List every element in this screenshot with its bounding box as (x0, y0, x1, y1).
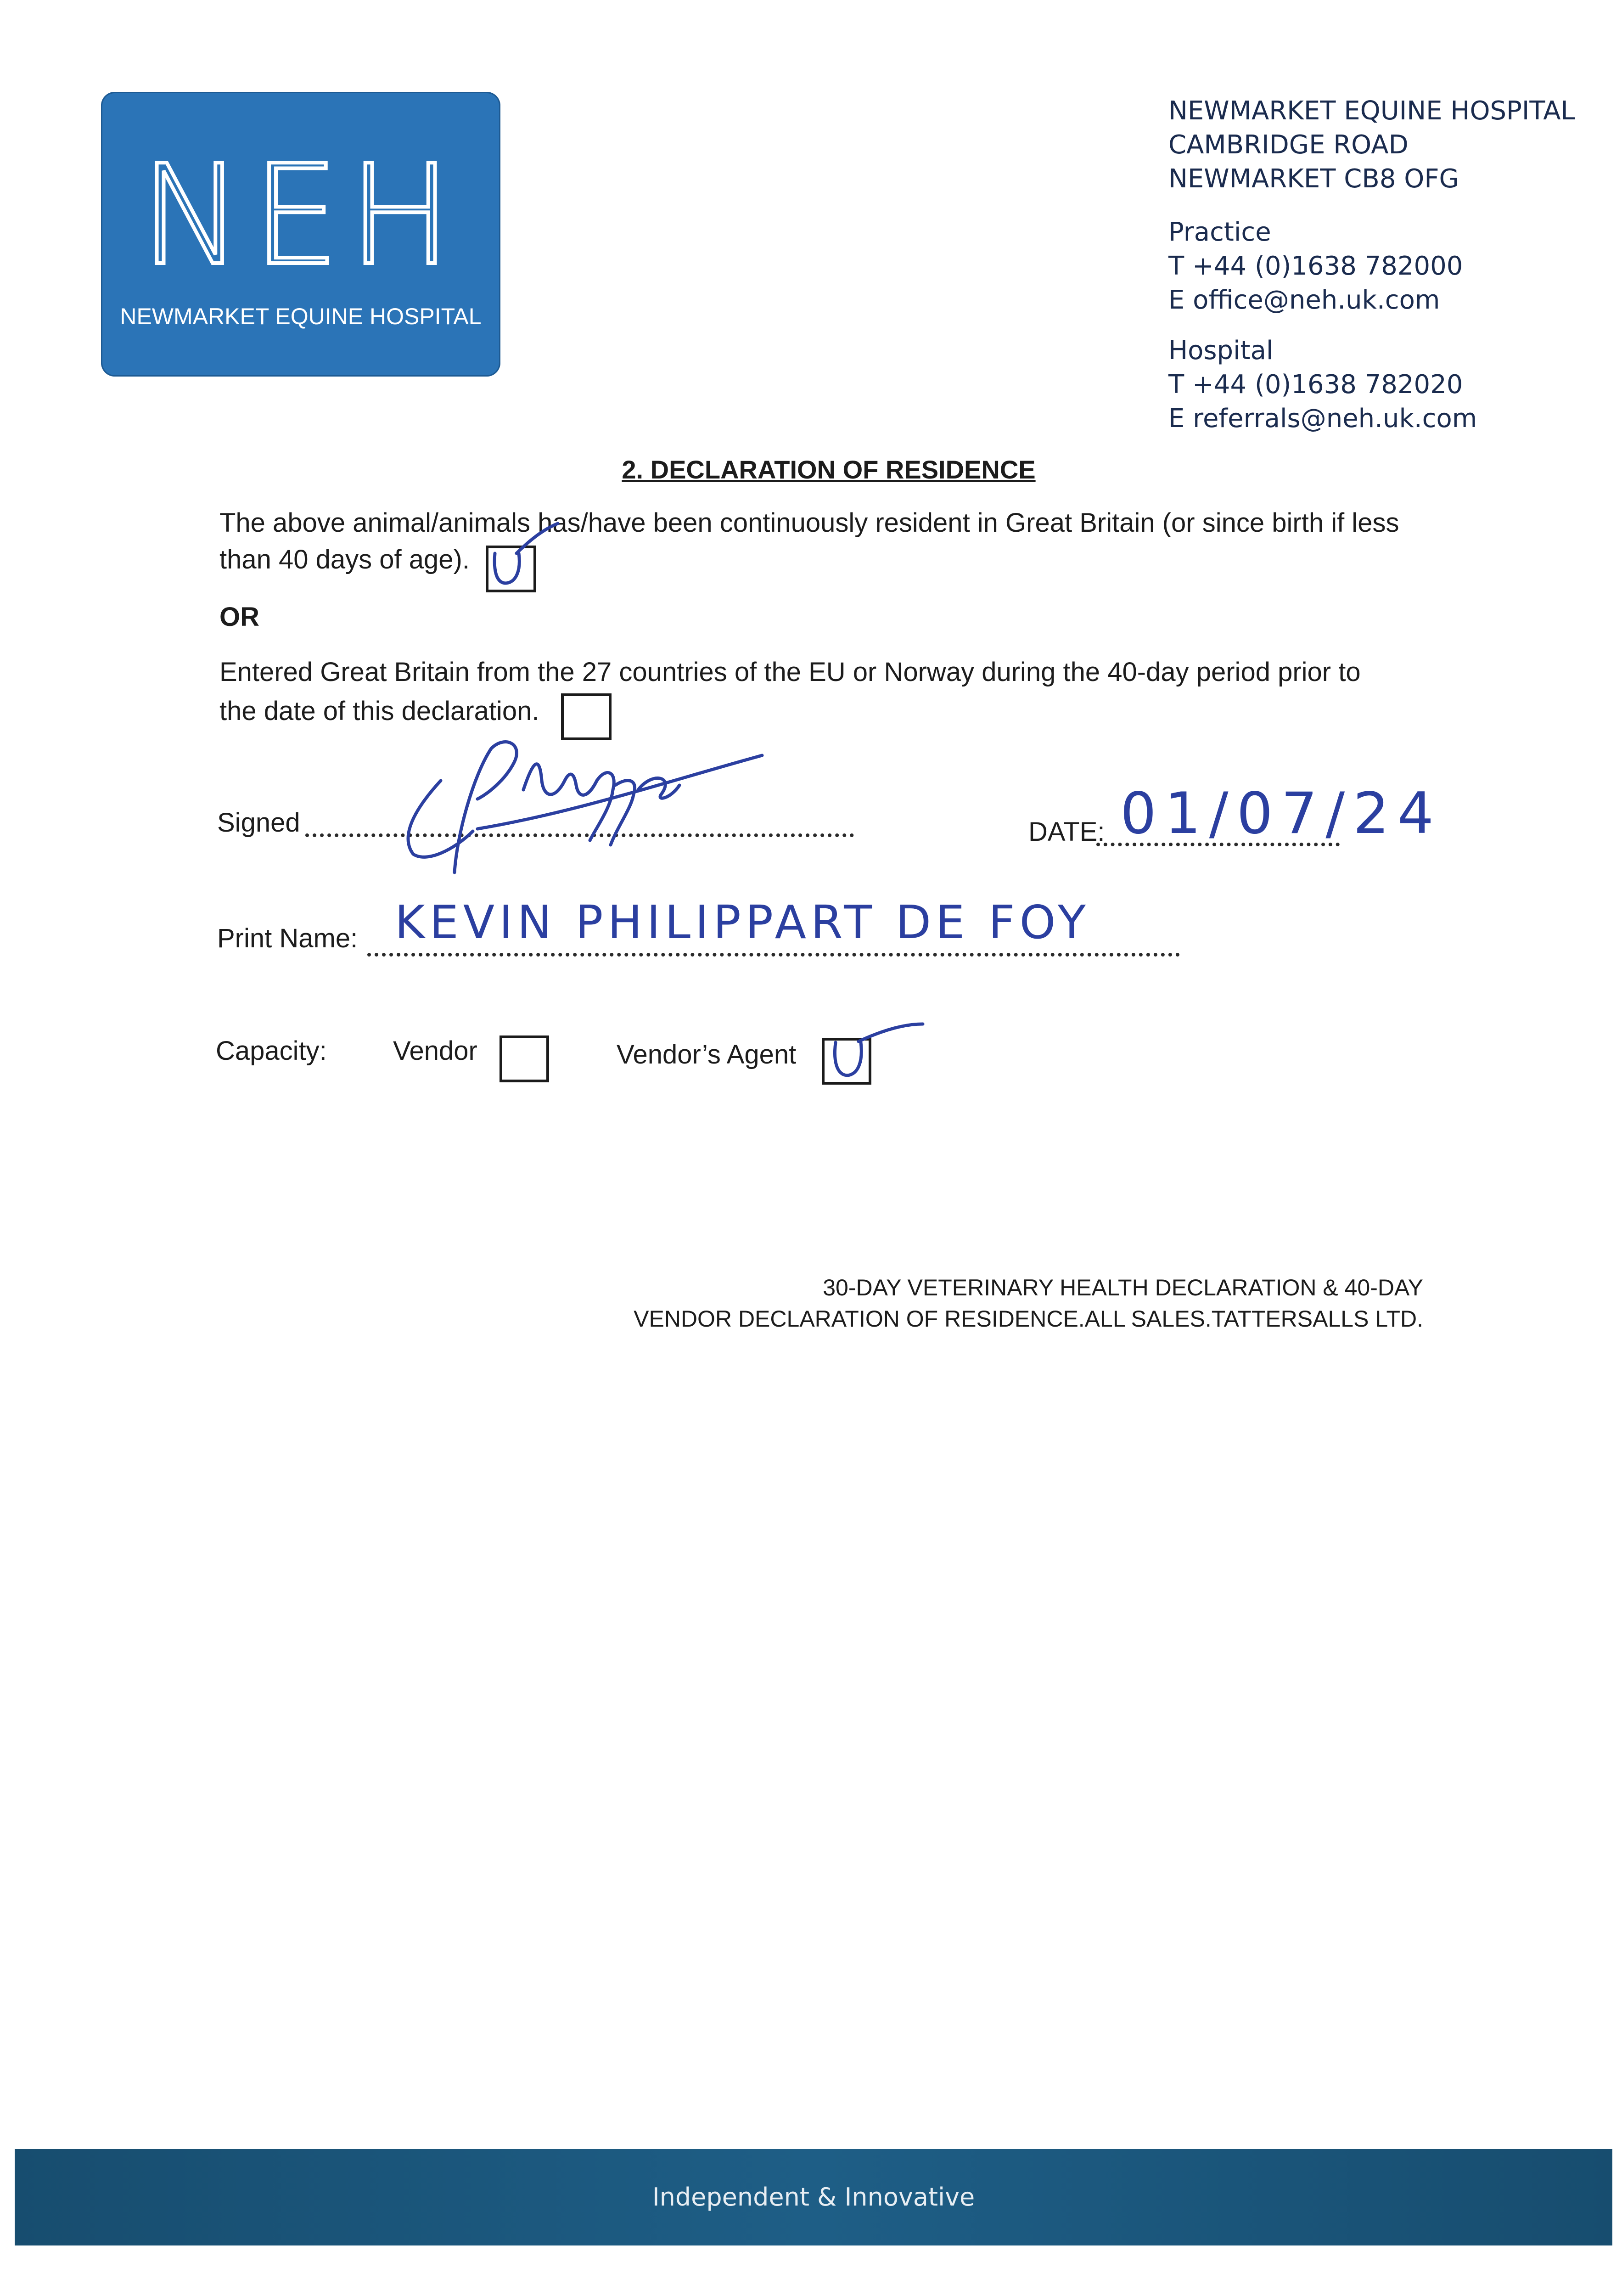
date-label: DATE: (1028, 817, 1105, 847)
hospital-email: E referrals@neh.uk.com (1168, 404, 1477, 433)
signed-label: Signed (217, 808, 300, 838)
address-street: CAMBRIDGE ROAD (1168, 130, 1409, 160)
practice-phone: T +44 (0)1638 782000 (1168, 251, 1463, 281)
date-value[interactable]: 01/07/24 (1120, 781, 1442, 847)
print-name-label: Print Name: (217, 923, 358, 953)
logo-subtitle: NEWMARKET EQUINE HOSPITAL (120, 304, 482, 329)
footer-tagline: Independent & Innovative (652, 2183, 975, 2212)
hospital-label: Hospital (1168, 336, 1274, 366)
option1-text-line2: than 40 days of age). (219, 545, 470, 574)
form-footer-note (597, 1272, 1423, 1334)
address-name: NEWMARKET EQUINE HOSPITAL (1168, 96, 1575, 126)
vendors-agent-checkbox[interactable] (822, 1038, 871, 1085)
footer-note-line1: 30-DAY VETERINARY HEALTH DECLARATION & 40-DAY (823, 1275, 1423, 1300)
practice-label: Practice (1168, 217, 1271, 247)
address-town: NEWMARKET CB8 OFG (1168, 164, 1459, 194)
option1-text-line1: The above animal/animals has/have been continuously resident in Great Britain (or since birth if less (219, 508, 1399, 538)
or-label: OR (219, 602, 259, 632)
footer-note-line2: VENDOR DECLARATION OF RESIDENCE.ALL SALES.TATTERSALLS LTD. (634, 1306, 1423, 1332)
option2-text-line2: the date of this declaration. (219, 696, 539, 726)
print-name-value[interactable]: KEVIN PHILIPPART DE FOY (395, 895, 1090, 949)
signature-line (305, 833, 854, 837)
footer-band (15, 2149, 1612, 2245)
capacity-label: Capacity: (216, 1036, 327, 1066)
option1-checkbox[interactable] (486, 546, 536, 592)
vendor-checkbox[interactable] (500, 1035, 549, 1082)
vendor-label: Vendor (393, 1036, 477, 1066)
signature-mark (408, 742, 762, 872)
section-heading: 2. DECLARATION OF RESIDENCE (622, 455, 1036, 484)
vendors-agent-label: Vendor’s Agent (617, 1040, 797, 1069)
neh-logo (101, 92, 500, 377)
address-block (1168, 94, 1605, 436)
print-name-line (367, 953, 1180, 957)
option2-text-line1: Entered Great Britain from the 27 countries of the EU or Norway during the 40-day period prior to (219, 657, 1361, 687)
option2-checkbox[interactable] (561, 693, 612, 740)
logo-mark: NEH (140, 135, 461, 296)
practice-email: E office@neh.uk.com (1168, 285, 1440, 315)
hospital-phone: T +44 (0)1638 782020 (1168, 370, 1463, 400)
